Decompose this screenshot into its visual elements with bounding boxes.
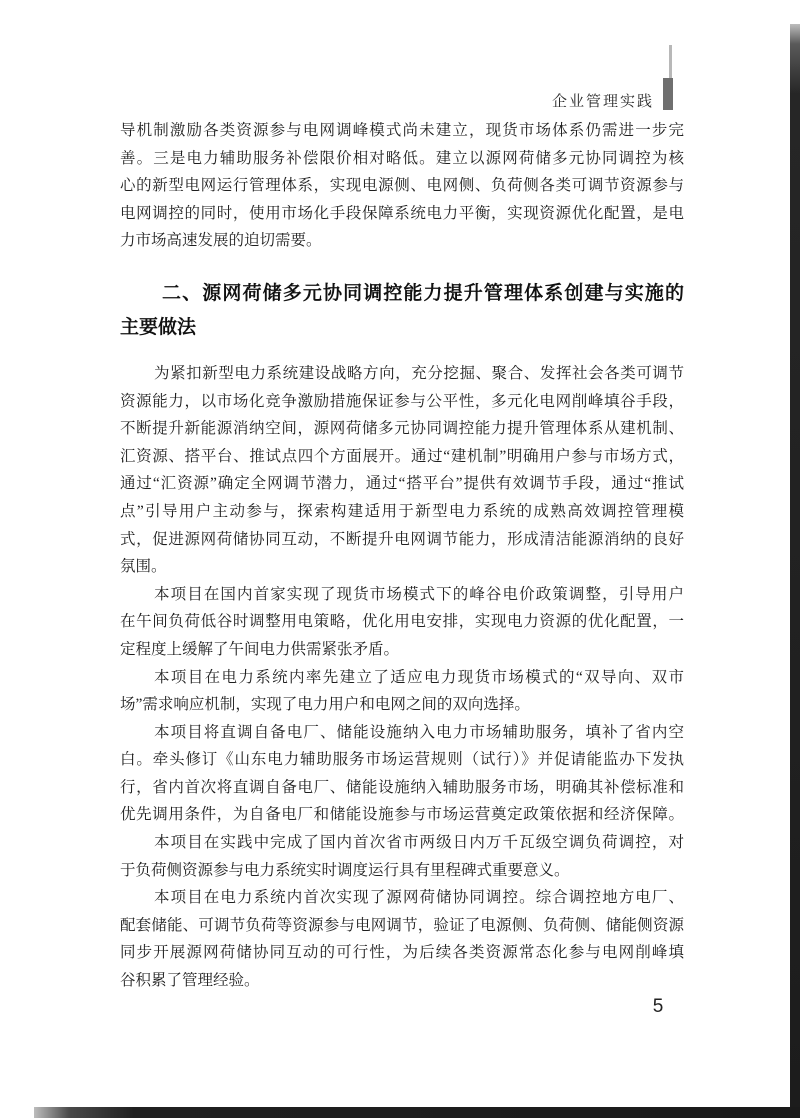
text-line: 通过“汇资源”确定全网调节潜力，通过“搭平台”提供有效调节手段，通过“推试 [120,475,684,493]
page-number: 5 [652,996,664,1017]
paragraph [120,664,684,719]
text-line: 资源能力，以市场化竞争激励措施保证参与公平性，多元化电网削峰填谷手段， [120,392,684,410]
document-body [120,117,684,995]
text-line: 本项目将直调自备电厂、储能设施纳入电力市场辅助服务，填补了省内空 [154,723,684,741]
text-line: 白。牵头修订《山东电力辅助服务市场运营规则（试行）》并促请能监办下发执 [120,751,684,769]
heading-line: 二、源网荷储多元协同调控能力提升管理体系创建与实施的 [162,282,684,304]
scan-edge-right-shadow [790,24,800,1118]
text-line: 力市场高速发展的迫切需要。 [120,232,322,250]
paragraph [120,829,684,884]
header-accent-bar [663,78,673,110]
paragraph [120,581,684,664]
text-line: 电网调控的同时，使用市场化手段保障系统电力平衡，实现资源优化配置，是电 [120,204,684,222]
running-header-title: 企业管理实践 [551,94,654,110]
text-line: 本项目在电力系统内率先建立了适应电力现货市场模式的“双导向、双市 [154,668,684,686]
text-line: 本项目在电力系统内首次实现了源网荷储协同调控。综合调控地方电厂、 [154,889,684,907]
text-line: 氛围。 [120,558,167,576]
text-line: 为紧扣新型电力系统建设战略方向，充分挖掘、聚合、发挥社会各类可调节 [154,364,684,382]
text-line: 优先调用条件，为自备电厂和储能设施参与市场运营奠定政策依据和经济保障。 [120,806,684,824]
text-line: 点”引导用户主动参与，探索构建适用于新型电力系统的成熟高效调控管理模 [120,502,684,520]
text-line: 行，省内首次将直调自备电厂、储能设施纳入辅助服务市场，明确其补偿标准和 [120,778,684,796]
text-line: 谷积累了管理经验。 [120,972,260,990]
header-tick-mark [669,45,672,78]
text-line: 本项目在实践中完成了国内首次省市两级日内万千瓦级空调负荷调控，对 [154,834,684,852]
section-heading [120,277,684,345]
text-line: 善。三是电力辅助服务补偿限价相对略低。建立以源网荷储多元协同调控为核 [120,149,684,167]
paragraph [120,719,684,829]
text-line: 同步开展源网荷储协同互动的可行性，为后续各类资源常态化参与电网削峰填 [120,944,684,962]
text-line: 式，促进源网荷储协同互动，不断提升电网调节能力，形成清洁能源消纳的良好 [120,530,684,548]
text-line: 汇资源、搭平台、推试点四个方面展开。通过“建机制”明确用户参与市场方式， [120,447,684,465]
text-line: 配套储能、可调节负荷等资源参与电网调节，验证了电源侧、负荷侧、储能侧资源 [120,916,684,934]
text-line: 场”需求响应机制，实现了电力用户和电网之间的双向选择。 [120,696,530,714]
text-line: 心的新型电网运行管理体系，实现电源侧、电网侧、负荷侧各类可调节资源参与 [120,177,684,195]
paragraph [120,117,684,255]
text-line: 本项目在国内首家实现了现货市场模式下的峰谷电价政策调整，引导用户 [154,585,684,603]
paragraph [120,360,684,581]
text-line: 在午间负荷低谷时调整用电策略，优化用电安排，实现电力资源的优化配置，一 [120,613,684,631]
scan-edge-bottom-shadow [34,1107,800,1118]
paragraph [120,884,684,994]
heading-line: 主要做法 [120,316,197,338]
text-line: 不断提升新能源消纳空间，源网荷储多元协同调控能力提升管理体系从建机制、 [120,420,684,438]
text-line: 导机制激励各类资源参与电网调峰模式尚未建立，现货市场体系仍需进一步完 [120,122,684,139]
text-line: 定程度上缓解了午间电力供需紧张矛盾。 [120,640,400,658]
text-line: 于负荷侧资源参与电力系统实时调度运行具有里程碑式重要意义。 [120,861,570,879]
